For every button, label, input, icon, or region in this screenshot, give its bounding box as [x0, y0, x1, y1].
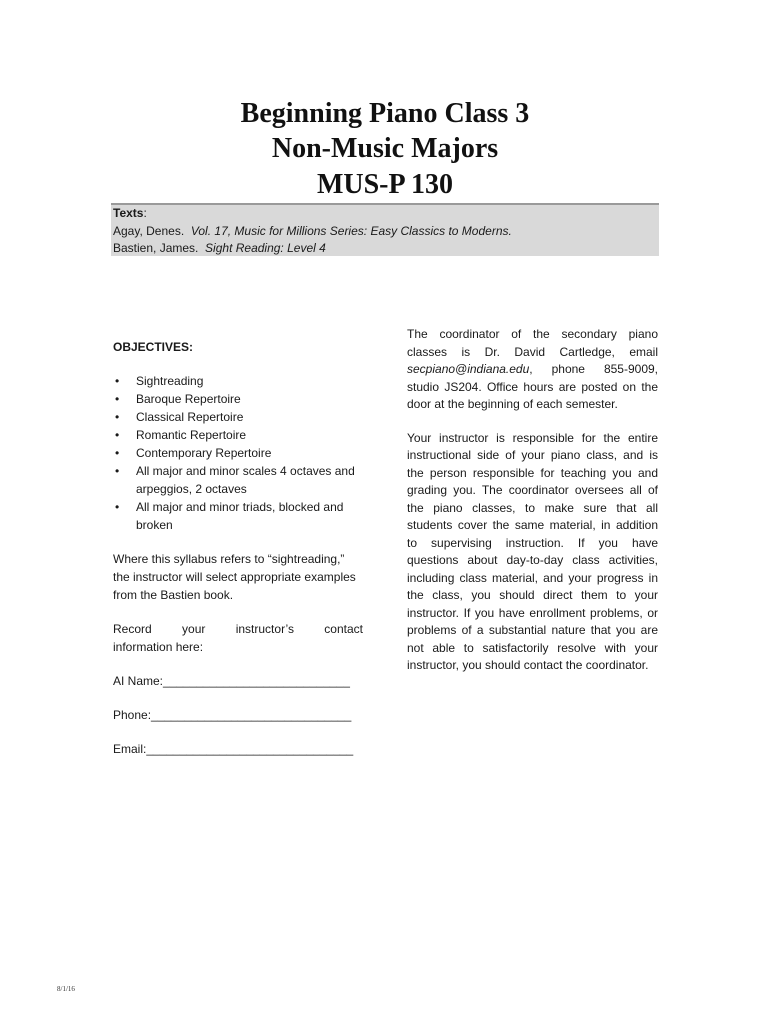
left-column	[113, 338, 363, 758]
phone-field: Phone:______________________________	[113, 708, 352, 722]
objective-item: • All major and minor scales 4 octaves and arpeggios, 2 octaves	[113, 462, 363, 498]
text-title: Vol. 17, Music for Millions Series: Easy Classics to Moderns.	[190, 223, 512, 238]
objective-item: • Romantic Repertoire	[113, 426, 363, 444]
course-title: Beginning Piano Class 3	[240, 98, 530, 129]
course-subtitle: Non-Music Majors	[271, 133, 499, 164]
email-field: Email:_______________________________	[113, 742, 354, 756]
objectives-list	[113, 372, 363, 534]
text-entry-agay	[113, 223, 659, 241]
text-author: Agay, Denes.	[113, 223, 185, 238]
sightreading-note: Where this syllabus refers to “sightreading,” the instructor will select appropriate examples from the Bastien book.	[113, 552, 356, 602]
coordinator-text: The coordinator of the secondary piano classes is Dr. David Cartledge, email	[407, 327, 658, 359]
coordinator-text: , phone 855-9009, studio JS204. Office hours are posted on the door at the beginning of each semester.	[407, 362, 658, 411]
course-code: MUS-P 130	[316, 169, 454, 200]
instructor-paragraph: Your instructor is responsible for the entire instructional side of your piano class, and is the person responsible for teaching you and grading you. The coordinator oversees all of the piano classes, to make sure that all students cover the same material, in addition to supervising instruction. If you have questions about day-to-day class activities, including class material, and your progress in the class, you should direct them to your instructor. If you have enrollment problems, or problems of a substantial nature that you are not able to satisfactorily resolve with your instructor, you should contact the coordinator.	[407, 430, 658, 672]
record-instructions	[113, 620, 363, 656]
text-entry-bastien	[113, 240, 659, 258]
objective-item: • Classical Repertoire	[113, 408, 363, 426]
objectives-heading: OBJECTIVES:	[113, 340, 194, 354]
objective-item: • Sightreading	[113, 372, 363, 390]
coordinator-paragraph	[407, 326, 658, 414]
objective-item: • Baroque Repertoire	[113, 390, 363, 408]
footer-date: 8/1/16	[57, 985, 75, 993]
objective-item: • All major and minor triads, blocked and broken	[113, 498, 363, 534]
texts-label-line: Texts:	[113, 206, 147, 220]
text-title: Sight Reading: Level 4	[205, 241, 326, 255]
right-column	[407, 326, 658, 675]
ai-name-field: AI Name:____________________________	[113, 674, 350, 688]
record-line: information here:	[113, 640, 204, 654]
record-line: Record your instructor’s contact	[113, 622, 363, 636]
required-texts-box	[111, 203, 659, 256]
text-author: Bastien, James.	[113, 241, 199, 255]
coordinator-email: secpiano@indiana.edu	[407, 362, 530, 376]
texts-label: Texts	[113, 206, 144, 220]
objective-item: • Contemporary Repertoire	[113, 444, 363, 462]
